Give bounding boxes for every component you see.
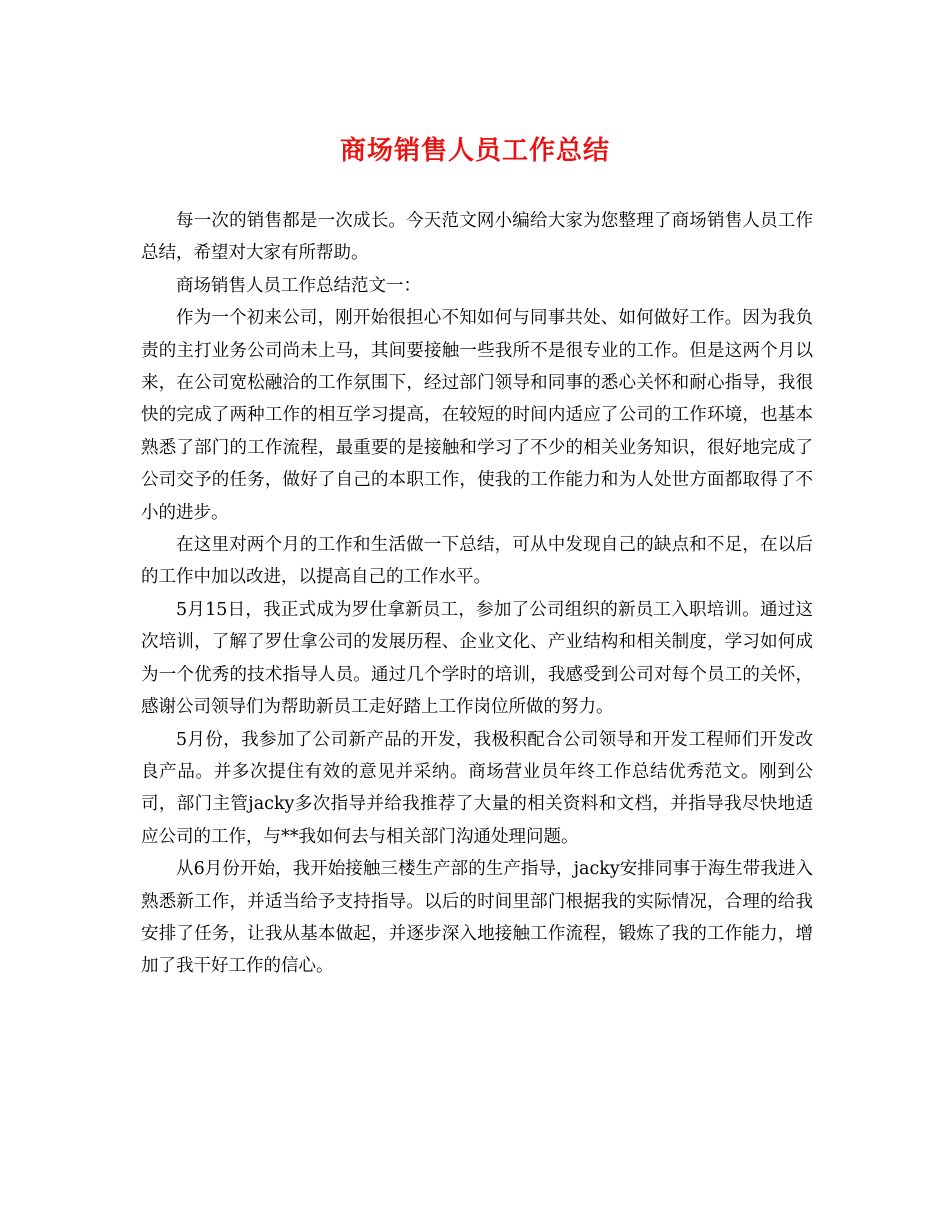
paragraph: 在这里对两个月的工作和生活做一下总结，可从中发现自己的缺点和不足，在以后的工作中加以改进，以提高自己的工作水平。	[141, 535, 813, 588]
paragraph-section-heading: 商场销售人员工作总结范文一：	[176, 275, 421, 296]
document-body	[141, 205, 813, 983]
paragraph-intro: 每一次的销售都是一次成长。今天范文网小编给大家为您整理了商场销售人员工作总结，希望对大家有所帮助。	[141, 211, 813, 264]
paragraph: 5月15日，我正式成为罗仕拿新员工，参加了公司组织的新员工入职培训。通过这次培训，了解了罗仕拿公司的发展历程、企业文化、产业结构和相关制度，学习如何成为一个优秀的技术指导人员。通过几个学时的培训，我感受到公司对每个员工的关怀，感谢公司领导们为帮助新员工走好踏上工作岗位所做的努力。	[141, 599, 813, 718]
paragraph: 从6月份开始，我开始接触三楼生产部的生产指导，jacky安排同事于海生带我进入熟悉新工作，并适当给予支持指导。以后的时间里部门根据我的实际情况，合理的给我安排了任务，让我从基本做起，并逐步深入地接触工作流程，锻炼了我的工作能力，增加了我干好工作的信心。	[141, 859, 813, 977]
paragraph: 作为一个初来公司，刚开始很担心不知如何与同事共处、如何做好工作。因为我负责的主打业务公司尚未上马，其间要接触一些我所不是很专业的工作。但是这两个月以来，在公司宽松融洽的工作氛围下，经过部门领导和同事的悉心关怀和耐心指导，我很快的完成了两种工作的相互学习提高，在较短的时间内适应了公司的工作环境，也基本熟悉了部门的工作流程，最重要的是接触和学习了不少的相关业务知识，很好地完成了公司交予的任务，做好了自己的本职工作，使我的工作能力和为人处世方面都取得了不小的进步。	[141, 308, 813, 523]
document-title: 商场销售人员工作总结	[339, 136, 610, 166]
paragraph: 5月份，我参加了公司新产品的开发，我极积配合公司领导和开发工程师们开发改良产品。并多次提住有效的意见并采纳。商场营业员年终工作总结优秀范文。刚到公司，部门主管jacky多次指导并给我推荐了大量的相关资料和文档，并指导我尽快地适应公司的工作，与**我如何去与相关部门沟通处理问题。	[141, 729, 813, 847]
